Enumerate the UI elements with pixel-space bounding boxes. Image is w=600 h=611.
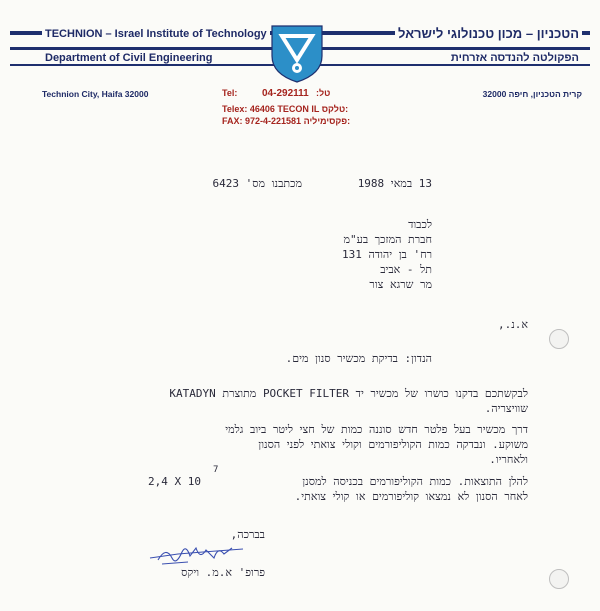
binder-hole-top [549, 329, 569, 349]
closing: בברכה, [230, 528, 265, 541]
subject-line: הנדון: בדיקת מכשיר סנון מים. [285, 352, 432, 365]
paragraph-2-line-1: דרך מכשיר בעל פלטר חדש סוננה כמות של חצי ליטר ביוב גלמי [225, 423, 528, 436]
department-hebrew: הפקולטה להנדסה אזרחית [448, 52, 582, 64]
paragraph-3-line-1: להלן התוצאות. כמות הקוליפורמים בכניסה למסנן [302, 475, 528, 488]
recipient-line-4: תל - אביב [380, 263, 432, 276]
department-english: Department of Civil Engineering [42, 52, 215, 64]
recipient-line-1: לכבוד [408, 218, 432, 231]
telex-line: Telex: 46406 TECON IL טלקס: [222, 104, 349, 114]
coliform-count-exponent: 7 [213, 465, 219, 475]
paragraph-1-line-2: שוויצריה. [484, 402, 528, 415]
binder-hole-bottom [549, 569, 569, 589]
paragraph-2-line-3: ולאחריו. [489, 453, 528, 466]
letter-date: 13 במאי 1988 [357, 177, 432, 190]
org-name-hebrew: הטכניון – מכון טכנולוגי לישראל [395, 26, 582, 41]
city-hebrew: קרית הטכניון, חיפה 32000 [482, 89, 582, 99]
coliform-count-value: 2,4 X 10 [148, 475, 201, 488]
salutation: א.נ., [497, 318, 528, 331]
paragraph-3-line-2: לאחר הסנון לא נמצאו קוליפורמים או קולי צואתי. [294, 490, 528, 503]
signatory-name: פרופ' א.מ. ויקס [181, 566, 265, 579]
recipient-line-2: חברת המזכך בע"מ [343, 233, 432, 246]
tel-label: Tel: [222, 88, 238, 98]
tel-label-hebrew: טל: [316, 88, 331, 98]
recipient-line-5: מר שרגא צור [369, 278, 432, 291]
letter-reference: מכתבנו מס' 6423 [212, 177, 302, 190]
paragraph-1-line-1: לבקשתכם בדקנו כושרו של מכשיר יד POCKET FILTER מתוצרת KATADYN [169, 387, 528, 400]
paragraph-2-line-2: משוקע. ונבדקה כמות הקוליפורמים וקולי צואתי לפני הסנון [258, 438, 528, 451]
fax-line: FAX: 972-4-221581 פקסימיליה: [222, 116, 351, 126]
city-english: Technion City, Haifa 32000 [42, 89, 149, 99]
technion-logo-icon [268, 22, 326, 84]
tel-number: 04-292111 [262, 88, 309, 99]
recipient-line-3: רח' בן יהודה 131 [341, 248, 432, 261]
org-name-english: TECHNION – Israel Institute of Technology [42, 28, 270, 40]
